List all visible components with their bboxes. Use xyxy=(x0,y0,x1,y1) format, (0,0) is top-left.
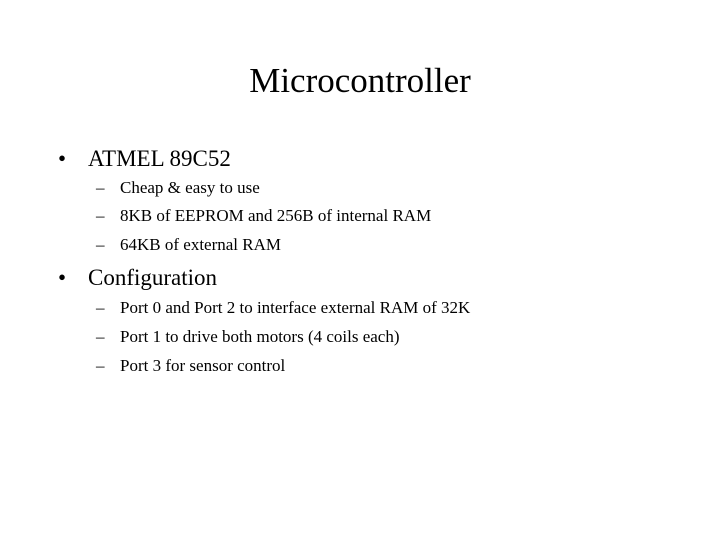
subitem-text: Port 0 and Port 2 to interface external RAM of 32K xyxy=(120,298,471,317)
subitem-text: Port 3 for sensor control xyxy=(120,356,286,375)
subitem xyxy=(96,177,260,199)
subitem xyxy=(96,205,431,227)
bullet-marker: • xyxy=(58,265,67,290)
bullet-atmel xyxy=(58,144,231,174)
bullet-text: ATMEL 89C52 xyxy=(88,146,231,171)
subitem xyxy=(96,326,400,348)
bullet-configuration xyxy=(58,263,217,293)
bullet-text: Configuration xyxy=(88,265,218,290)
dash-marker: – xyxy=(96,178,105,197)
subitem xyxy=(96,234,281,256)
subitem-text: Port 1 to drive both motors (4 coils each) xyxy=(120,327,400,346)
dash-marker: – xyxy=(96,356,105,375)
dash-marker: – xyxy=(96,206,105,225)
subitem xyxy=(96,297,470,319)
subitem xyxy=(96,355,285,377)
subitem-text: 64KB of external RAM xyxy=(120,235,282,254)
subitem-text: 8KB of EEPROM and 256B of internal RAM xyxy=(120,206,432,225)
bullet-marker: • xyxy=(58,146,67,171)
dash-marker: – xyxy=(96,327,105,346)
dash-marker: – xyxy=(96,235,105,254)
dash-marker: – xyxy=(96,298,105,317)
slide-title: Microcontroller xyxy=(249,61,471,100)
subitem-text: Cheap & easy to use xyxy=(120,178,260,197)
